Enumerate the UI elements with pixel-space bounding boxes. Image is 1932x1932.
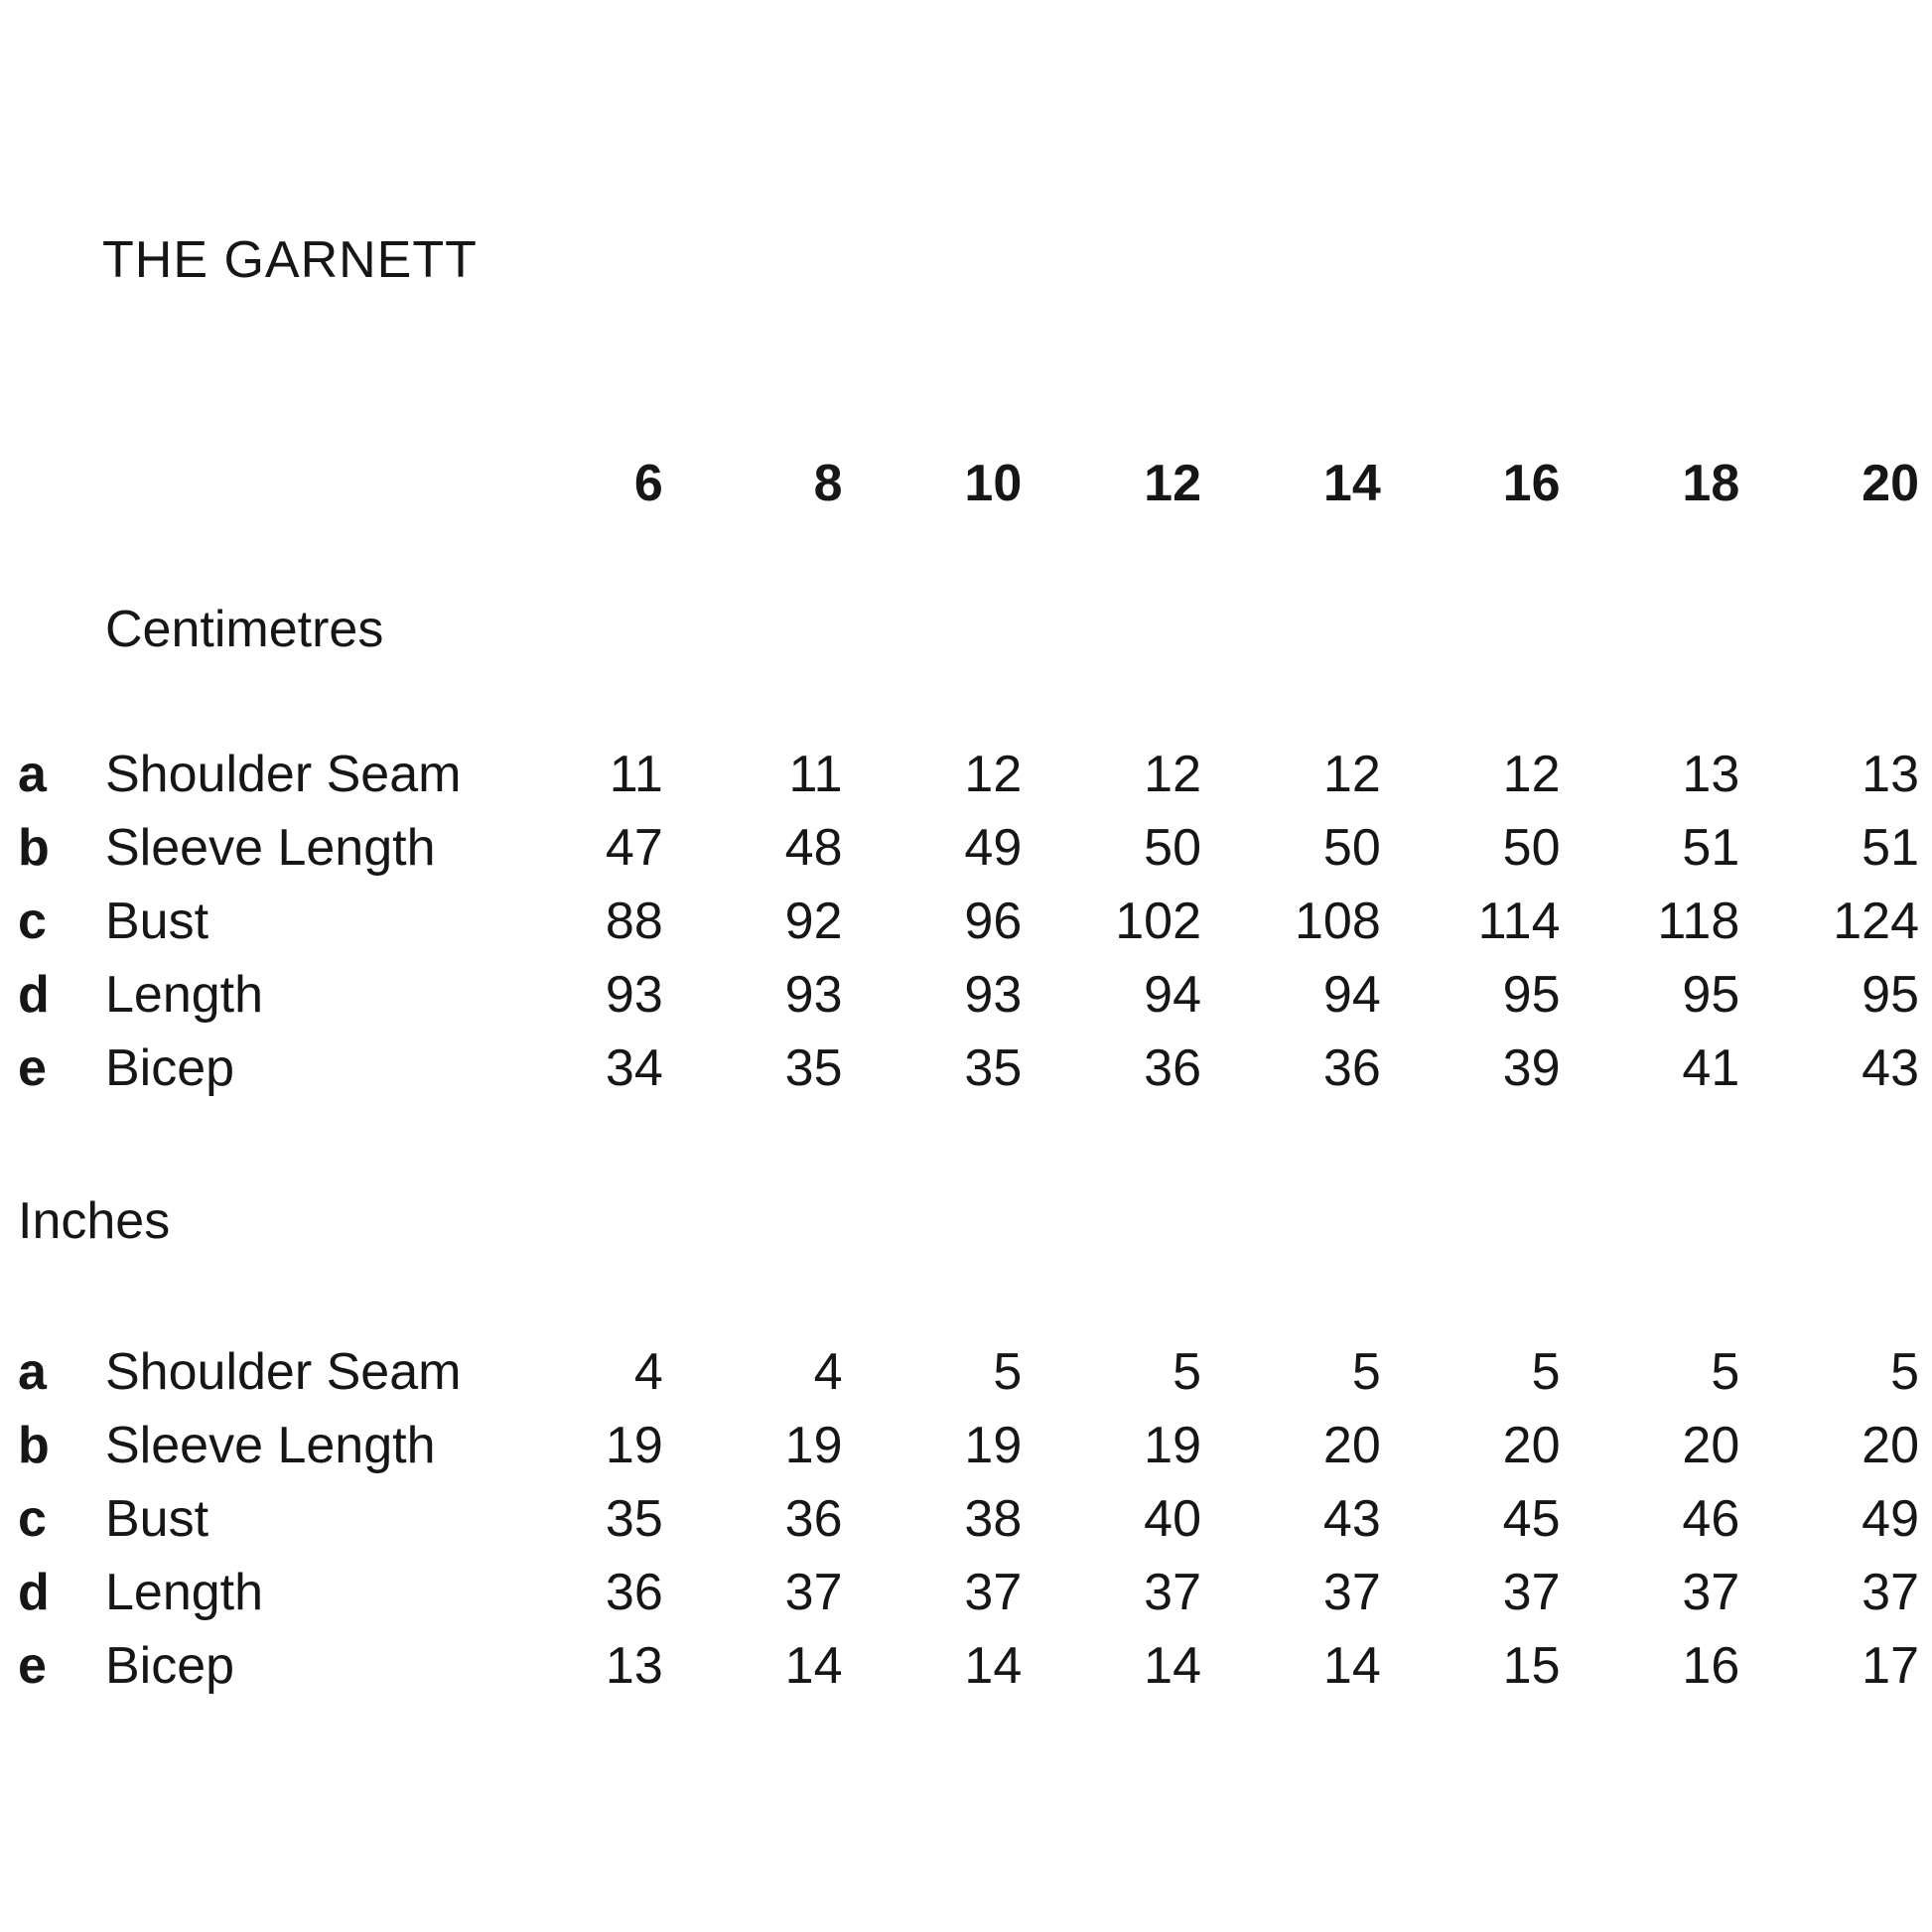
- measurement-value: 16: [1682, 1637, 1740, 1695]
- measurement-value: 35: [964, 1039, 1023, 1097]
- row-label: Length: [105, 1564, 264, 1621]
- measurement-value: 5: [1890, 1343, 1919, 1401]
- row-label: Bust: [105, 1490, 209, 1548]
- measurement-value: 102: [1115, 893, 1201, 950]
- measurement-value: 40: [1144, 1490, 1201, 1548]
- size-column-header: 8: [813, 455, 843, 512]
- row-label: Bicep: [105, 1039, 235, 1097]
- size-column-header: 12: [1144, 455, 1201, 512]
- measurement-value: 37: [964, 1564, 1023, 1621]
- measurement-value: 49: [1862, 1490, 1919, 1548]
- measurement-value: 14: [784, 1637, 843, 1695]
- measurement-value: 19: [964, 1417, 1023, 1474]
- spacer-label-column: [105, 447, 483, 520]
- measurement-value: 12: [1144, 746, 1201, 803]
- measurement-value: 93: [784, 966, 843, 1024]
- measurement-value: 20: [1682, 1417, 1740, 1474]
- measurement-value: 36: [784, 1490, 843, 1548]
- measurement-value: 50: [1502, 819, 1561, 877]
- measurement-value: 13: [1682, 746, 1740, 803]
- measurement-value: 108: [1294, 893, 1381, 950]
- measurement-value: 94: [1322, 966, 1381, 1024]
- measurement-value: 51: [1862, 819, 1919, 877]
- measurement-value: 95: [1502, 966, 1561, 1024]
- measurement-value: 47: [605, 819, 663, 877]
- measurement-value: 14: [1322, 1637, 1381, 1695]
- measurement-value: 19: [1144, 1417, 1201, 1474]
- measurement-value: 13: [605, 1637, 663, 1695]
- measurement-value: 38: [964, 1490, 1023, 1548]
- measurement-value: 94: [1144, 966, 1201, 1024]
- measurement-value: 43: [1322, 1490, 1381, 1548]
- measurement-value: 5: [993, 1343, 1023, 1401]
- measurement-value: 34: [605, 1039, 663, 1097]
- measurement-value: 39: [1502, 1039, 1561, 1097]
- measurement-value: 20: [1502, 1417, 1561, 1474]
- measurement-value: 12: [1502, 746, 1561, 803]
- inches-section-label: Inches: [18, 1192, 171, 1250]
- measurement-value: 4: [813, 1343, 843, 1401]
- measurement-value: 15: [1502, 1637, 1561, 1695]
- measurement-row: [18, 1032, 1919, 1105]
- row-label: Sleeve Length: [105, 1417, 436, 1474]
- row-label: Shoulder Seam: [105, 746, 462, 803]
- measurement-value: 37: [1502, 1564, 1561, 1621]
- measurement-row: [18, 958, 1919, 1032]
- measurement-value: 36: [1144, 1039, 1201, 1097]
- measurement-value: 5: [1711, 1343, 1740, 1401]
- measurement-value: 36: [605, 1564, 663, 1621]
- measurement-value: 95: [1862, 966, 1919, 1024]
- row-label: Length: [105, 966, 264, 1024]
- row-label: Shoulder Seam: [105, 1343, 462, 1401]
- row-label: Bicep: [105, 1637, 235, 1695]
- measurement-value: 11: [788, 746, 843, 803]
- measurement-value: 17: [1862, 1637, 1919, 1695]
- measurement-value: 20: [1322, 1417, 1381, 1474]
- measurement-value: 41: [1682, 1039, 1740, 1097]
- measurement-value: 93: [605, 966, 663, 1024]
- measurement-value: 5: [1351, 1343, 1381, 1401]
- measurement-value: 14: [1144, 1637, 1201, 1695]
- row-letter: d: [18, 966, 50, 1024]
- measurement-value: 46: [1682, 1490, 1740, 1548]
- measurement-row: [18, 1556, 1919, 1629]
- spacer-letter-column: [18, 447, 105, 520]
- size-column-header: 6: [633, 455, 663, 512]
- measurement-value: 37: [784, 1564, 843, 1621]
- measurement-value: 93: [964, 966, 1023, 1024]
- measurement-value: 4: [633, 1343, 663, 1401]
- inches-rows: [18, 1335, 1919, 1703]
- measurement-value: 49: [964, 819, 1023, 877]
- size-column-header: 14: [1322, 455, 1381, 512]
- measurement-value: 124: [1833, 893, 1919, 950]
- measurement-value: 50: [1144, 819, 1201, 877]
- row-label: Sleeve Length: [105, 819, 436, 877]
- measurement-row: [18, 885, 1919, 958]
- measurement-value: 20: [1862, 1417, 1919, 1474]
- row-letter: a: [18, 1343, 47, 1401]
- row-letter: d: [18, 1564, 50, 1621]
- centimetres-rows: [18, 738, 1919, 1105]
- measurement-value: 13: [1862, 746, 1919, 803]
- row-label: Bust: [105, 893, 209, 950]
- row-letter: c: [18, 1490, 47, 1548]
- size-column-header: 20: [1862, 455, 1919, 512]
- row-letter: b: [18, 1417, 50, 1474]
- measurement-value: 48: [784, 819, 843, 877]
- centimetres-section-label: Centimetres: [105, 601, 384, 658]
- row-letter: e: [18, 1637, 47, 1695]
- measurement-value: 37: [1144, 1564, 1201, 1621]
- measurement-value: 37: [1862, 1564, 1919, 1621]
- measurement-value: 12: [1322, 746, 1381, 803]
- measurement-row: [18, 1409, 1919, 1482]
- measurement-row: [18, 1482, 1919, 1556]
- row-letter: a: [18, 746, 47, 803]
- measurement-value: 12: [964, 746, 1023, 803]
- measurement-value: 118: [1657, 893, 1740, 950]
- measurement-value: 43: [1862, 1039, 1919, 1097]
- size-column-header: 18: [1682, 455, 1740, 512]
- measurement-value: 19: [605, 1417, 663, 1474]
- measurement-row: [18, 1335, 1919, 1409]
- measurement-value: 14: [964, 1637, 1023, 1695]
- measurement-value: 45: [1502, 1490, 1561, 1548]
- row-letter: b: [18, 819, 50, 877]
- measurement-value: 35: [784, 1039, 843, 1097]
- page-title: THE GARNETT: [102, 231, 478, 289]
- measurement-value: 36: [1322, 1039, 1381, 1097]
- measurement-row: [18, 1629, 1919, 1703]
- row-letter: e: [18, 1039, 47, 1097]
- row-letter: c: [18, 893, 47, 950]
- measurement-value: 35: [605, 1490, 663, 1548]
- measurement-value: 95: [1682, 966, 1740, 1024]
- measurement-value: 37: [1682, 1564, 1740, 1621]
- measurement-value: 51: [1682, 819, 1740, 877]
- measurement-value: 5: [1531, 1343, 1561, 1401]
- measurement-value: 11: [609, 746, 663, 803]
- measurement-value: 50: [1322, 819, 1381, 877]
- measurement-row: [18, 811, 1919, 885]
- measurement-value: 92: [784, 893, 843, 950]
- measurement-value: 96: [964, 893, 1023, 950]
- measurement-value: 88: [605, 893, 663, 950]
- measurement-value: 5: [1173, 1343, 1201, 1401]
- size-column-header: 10: [964, 455, 1023, 512]
- measurement-row: [18, 738, 1919, 811]
- measurement-value: 19: [784, 1417, 843, 1474]
- measurement-value: 114: [1477, 893, 1561, 950]
- measurement-value: 37: [1322, 1564, 1381, 1621]
- size-column-header: 16: [1502, 455, 1561, 512]
- size-header-row: [18, 447, 1919, 520]
